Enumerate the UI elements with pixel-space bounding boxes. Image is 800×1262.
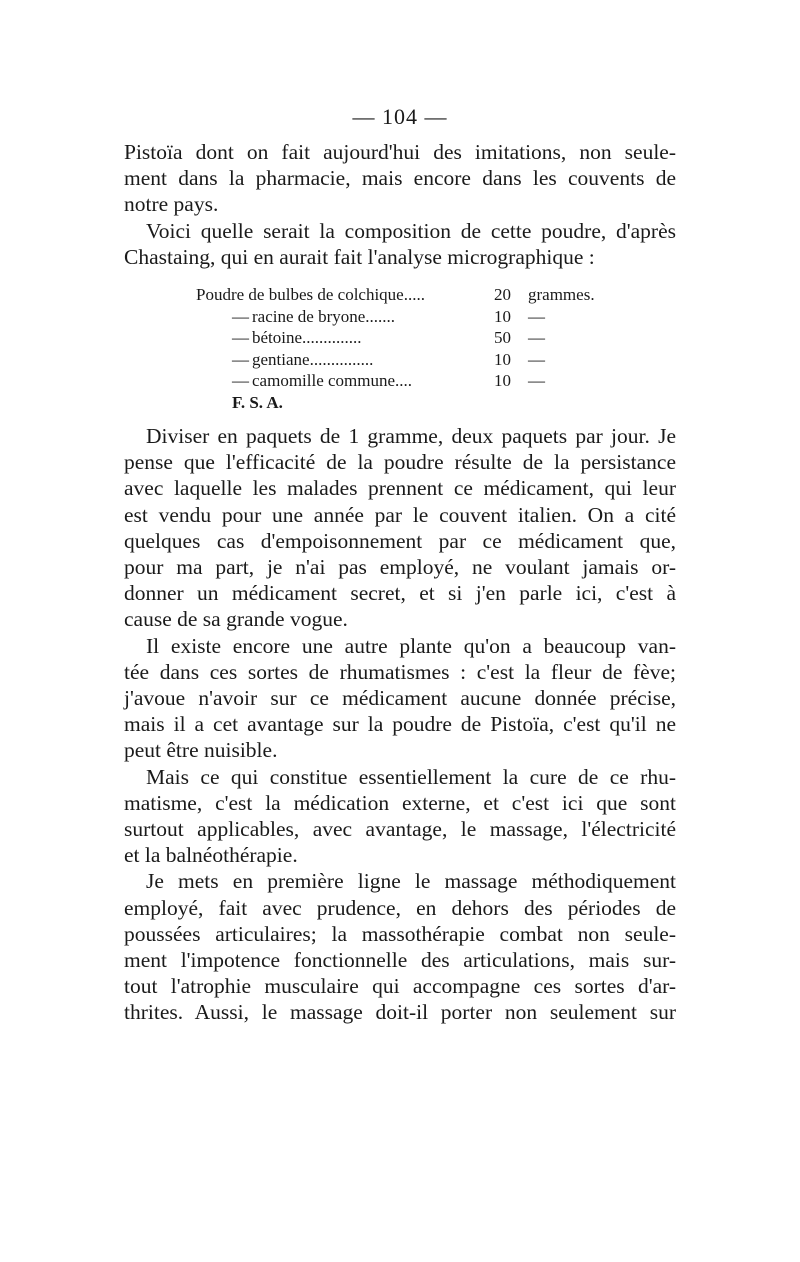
text-line: thrites. Aussi, le massage doit-il porter non seulement sur xyxy=(124,1000,676,1025)
text-line: avec laquelle les malades prennent ce médicament, qui leur xyxy=(124,476,676,501)
recipe-quantity: 10 xyxy=(494,371,511,390)
text-line: est vendu pour une année par le couvent italien. On a cité xyxy=(124,502,676,527)
text-line: Je mets en première ligne le massage méthodiquement xyxy=(146,869,676,894)
recipe-lead: — xyxy=(232,371,249,390)
recipe-ingredient: gentiane............... xyxy=(252,349,374,369)
text-line: pense que l'efficacité de la poudre résulte de la persistance xyxy=(124,450,676,475)
text-line: surtout applicables, avec avantage, le massage, l'électricité xyxy=(124,817,676,842)
page-number: — 104 — xyxy=(352,104,448,129)
text-line: tout l'atrophie musculaire qui accompagne ces sortes d'ar- xyxy=(124,974,676,999)
recipe-unit: — xyxy=(528,306,545,326)
recipe-quantity: 10 xyxy=(494,306,511,326)
text-line: Voici quelle serait la composition de cette poudre, d'après xyxy=(146,218,676,243)
text-line: peut être nuisible. xyxy=(124,738,278,763)
recipe-quantity: 10 xyxy=(494,349,511,369)
recipe-ingredient: bulbes de colchique..... xyxy=(268,285,425,304)
text-line: Il existe encore une autre plante qu'on a beaucoup van- xyxy=(146,633,676,658)
recipe-table xyxy=(196,284,616,413)
text-line: mais il a cet avantage sur la poudre de Pistoïa, c'est qu'il ne xyxy=(124,712,676,737)
text-line: quelques cas d'empoisonnement par ce médicament que, xyxy=(124,528,676,553)
text-line: ment dans la pharmacie, mais encore dans les couvents de xyxy=(124,166,676,191)
recipe-unit: — xyxy=(528,328,545,347)
recipe-row xyxy=(196,349,616,371)
recipe-lead: — xyxy=(232,306,249,326)
text-line: Pistoïa dont on fait aujourd'hui des imitations, non seule- xyxy=(124,140,676,164)
recipe-quantity: 50 xyxy=(494,328,511,347)
text-line: et la balnéothérapie. xyxy=(124,843,298,868)
text-line: Chastaing, qui en aurait fait l'analyse micrographique : xyxy=(124,244,595,269)
text-block-main xyxy=(124,423,676,1026)
text-line: cause de sa grande vogue. xyxy=(124,607,348,632)
recipe-lead: — xyxy=(232,328,249,347)
recipe-footer: F. S. A. xyxy=(232,392,283,412)
recipe-quantity: 20 xyxy=(494,285,511,304)
recipe-unit: — xyxy=(528,371,545,390)
recipe-lead: — xyxy=(232,349,249,369)
recipe-ingredient: racine de bryone....... xyxy=(252,306,396,326)
recipe-ingredient: bétoine.............. xyxy=(252,328,362,347)
recipe-unit: grammes. xyxy=(528,285,595,304)
recipe-ingredient: camomille commune.... xyxy=(252,371,413,390)
text-line: ment l'impotence fonctionnelle des articulations, mais sur- xyxy=(124,948,676,973)
text-line: Mais ce qui constitue essentiellement la cure de ce rhu- xyxy=(146,764,676,789)
recipe-row xyxy=(196,284,616,306)
text-block-top xyxy=(124,139,676,270)
text-line: notre pays. xyxy=(124,192,219,217)
recipe-row xyxy=(196,370,616,392)
text-line: tée dans ces sortes de rhumatismes : c'est la fleur de fève; xyxy=(124,659,676,684)
text-line: donner un médicament secret, et si j'en parle ici, c'est à xyxy=(124,581,676,606)
text-line: pour ma part, je n'ai pas employé, ne voulant jamais or- xyxy=(124,555,676,580)
recipe-lead: Poudre de xyxy=(196,285,265,304)
recipe-row xyxy=(196,327,616,349)
text-line: matisme, c'est la médication externe, et c'est ici que sont xyxy=(124,790,676,815)
recipe-row xyxy=(196,306,616,328)
text-line: Diviser en paquets de 1 gramme, deux paquets par jour. Je xyxy=(146,424,676,448)
text-line: j'avoue n'avoir sur ce médicament aucune donnée précise, xyxy=(124,686,676,711)
text-line: employé, fait avec prudence, en dehors des périodes de xyxy=(124,895,676,920)
text-line: poussées articulaires; la massothérapie combat non seule- xyxy=(124,921,676,946)
recipe-unit: — xyxy=(528,349,545,369)
